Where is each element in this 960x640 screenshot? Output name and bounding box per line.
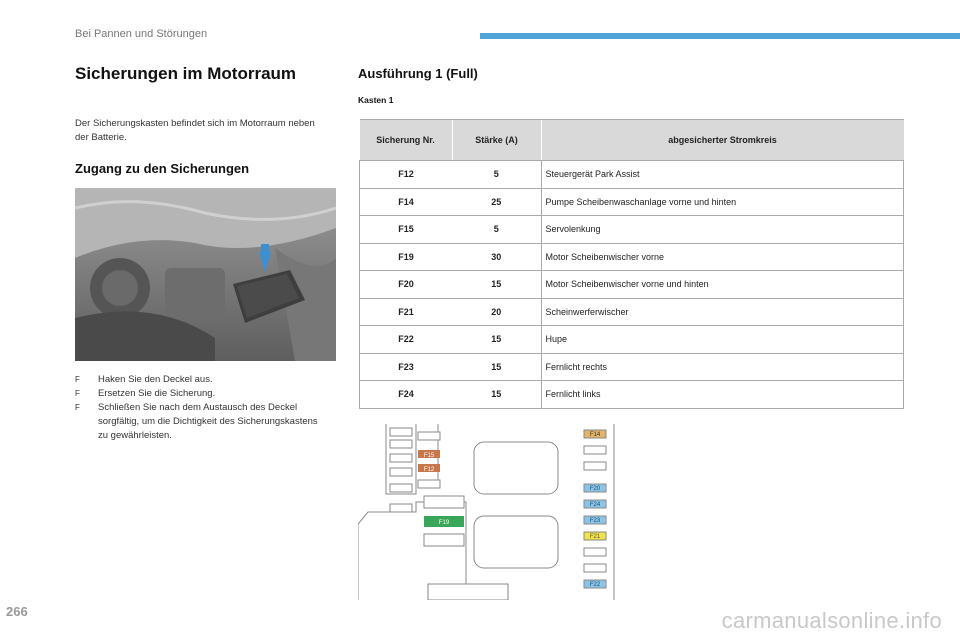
- rating-cell: 30: [452, 243, 541, 271]
- table-row: [360, 216, 904, 244]
- bullet-icon: F: [75, 403, 80, 412]
- access-heading: Zugang zu den Sicherungen: [75, 161, 250, 176]
- section-title: Bei Pannen und Störungen: [75, 28, 208, 40]
- fuse-label-f15: F15: [423, 453, 435, 459]
- rating-cell: 15: [452, 353, 541, 381]
- rating-cell: 20: [452, 298, 541, 326]
- col-header-circuit: abgesicherter Stromkreis: [541, 120, 904, 161]
- fuse-box-diagram: [358, 424, 618, 600]
- page-title: Sicherungen im Motorraum: [75, 64, 297, 83]
- rating-cell: 5: [452, 216, 541, 244]
- fuse-number-cell: F21: [360, 298, 453, 326]
- watermark-text: carmanualsonline.info: [721, 608, 942, 633]
- rating-cell: 25: [452, 188, 541, 216]
- fuse-label-f21: F21: [589, 534, 601, 540]
- circuit-cell: Steuergerät Park Assist: [541, 161, 904, 189]
- bullet-icon: F: [75, 375, 80, 384]
- circuit-cell: Motor Scheibenwischer vorne und hinten: [541, 271, 904, 299]
- fuse-label-f14: F14: [589, 432, 601, 438]
- step-item: F Schließen Sie nach dem Austausch des Deckel sorgfältig, um die Dichtigkeit des Sicherungskastens zu gewährleisten.: [75, 402, 318, 441]
- fuse-label-f24: F24: [589, 502, 601, 508]
- fuse-number-cell: F23: [360, 353, 453, 381]
- fuse-number-cell: F14: [360, 188, 453, 216]
- circuit-cell: Fernlicht links: [541, 381, 904, 409]
- circuit-cell: Scheinwerferwischer: [541, 298, 904, 326]
- fuse-number-cell: F19: [360, 243, 453, 271]
- fuse-label-f12: F12: [423, 467, 435, 473]
- table-row: [360, 243, 904, 271]
- fuse-label-f22: F22: [589, 582, 601, 588]
- engine-bay-photo: [75, 188, 336, 361]
- fuse-number-cell: F15: [360, 216, 453, 244]
- steps-list: [75, 373, 325, 443]
- step-item: F Haken Sie den Deckel aus.: [75, 374, 213, 385]
- rating-cell: 5: [452, 161, 541, 189]
- table-row: [360, 353, 904, 381]
- intro-text: Der Sicherungskasten befindet sich im Motorraum neben der Batterie.: [75, 118, 315, 143]
- header-accent-bar: [480, 33, 960, 39]
- circuit-cell: Fernlicht rechts: [541, 353, 904, 381]
- rating-cell: 15: [452, 271, 541, 299]
- table-row: [360, 271, 904, 299]
- box-label: Kasten 1: [358, 95, 394, 105]
- table-row: [360, 161, 904, 189]
- rating-cell: 15: [452, 381, 541, 409]
- circuit-cell: Hupe: [541, 326, 904, 354]
- step-item: F Ersetzen Sie die Sicherung.: [75, 388, 216, 399]
- page-number: 266: [6, 604, 28, 619]
- fuse-label-f19: F19: [438, 520, 450, 526]
- circuit-cell: Pumpe Scheibenwaschanlage vorne und hinten: [541, 188, 904, 216]
- table-row: [360, 188, 904, 216]
- fuse-number-cell: F20: [360, 271, 453, 299]
- fuse-number-cell: F22: [360, 326, 453, 354]
- fuse-number-cell: F12: [360, 161, 453, 189]
- circuit-cell: Servolenkung: [541, 216, 904, 244]
- fuse-label-f23: F23: [589, 518, 601, 524]
- bullet-icon: F: [75, 389, 80, 398]
- fuse-label-f20: F20: [589, 486, 601, 492]
- table-row: [360, 326, 904, 354]
- version-title: Ausführung 1 (Full): [358, 66, 478, 81]
- fuse-table: [359, 119, 904, 409]
- fuse-number-cell: F24: [360, 381, 453, 409]
- circuit-cell: Motor Scheibenwischer vorne: [541, 243, 904, 271]
- table-row: [360, 381, 904, 409]
- col-header-fuse: Sicherung Nr.: [360, 120, 453, 161]
- rating-cell: 15: [452, 326, 541, 354]
- col-header-rating: Stärke (A): [452, 120, 541, 161]
- table-row: [360, 298, 904, 326]
